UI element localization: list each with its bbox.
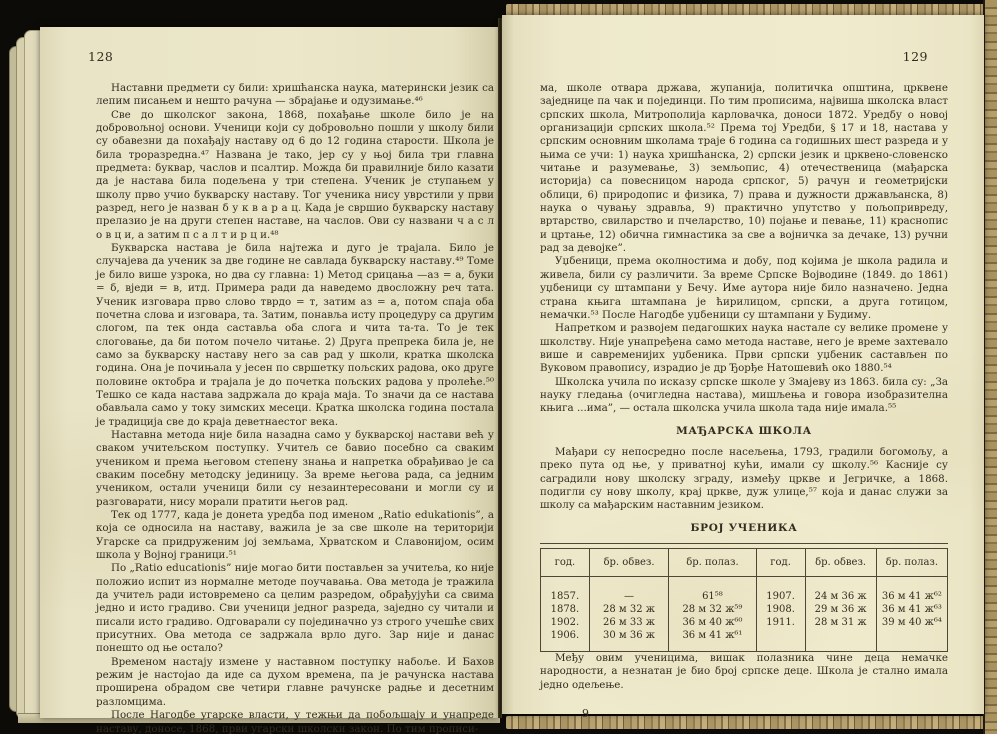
table-cell: —: [589, 577, 668, 604]
body-paragraph: Временом настају измене у наставном поступку набоље. И Бахов режим је настојао да иде са духом времена, па је рачунска настава проширена обрадом све четири главне рачунске радње и десетним разломцима.: [96, 655, 494, 708]
table-cell: 1906.: [550, 630, 580, 641]
body-paragraph: По „Ratio educationis” није могао бити постављен за учитеља, ко није положио испит из нормалне методе поучавања. Ова метода је тражила да учитељ ради истовремено са целим разредом, обрађујући са свима једно и исто градиво. Сви ученици једног разреда, заједно су читали и писали исто градиво. Одговарали су појединачно уз строго учешће свих присутних. Ова метода се задржала врло дуго. Зар није и данас понешто од ње остало?: [96, 562, 494, 655]
body-paragraph: После Нагодбе угарске власти, у тежњи да побољшају и унапреде наставу, доносе, 1868, први угарски школски закон. По тим прописи-: [96, 709, 494, 734]
table-cell: 28 м 31 ж: [805, 616, 876, 629]
table-cell: 1857.: [550, 591, 580, 602]
table-cell: 24 м 36 ж: [805, 577, 876, 604]
right-page: [502, 15, 984, 721]
table-cell: [876, 629, 947, 652]
table-cell: 36 м 41 ж⁶¹: [669, 629, 757, 652]
left-page-text: [96, 82, 494, 734]
table-cell: 26 м 33 ж: [589, 616, 668, 629]
closing-paragraph: Међу овим ученицима, вишак полазника чине деца немачке народности, а незнатан је био број српске деце. Школа је стално имала једно одељење.: [540, 652, 948, 691]
table-header-cell: год.: [756, 549, 805, 577]
cover-edge-right: [983, 0, 997, 734]
table-header-cell: бр. полаз.: [669, 549, 757, 577]
table-row: [541, 603, 948, 616]
table-cell: 1902.: [550, 617, 580, 628]
left-page: [40, 27, 499, 734]
signature-mark: 9: [582, 707, 589, 721]
body-paragraph: Мађари су непосредно после насељења, 1793, градили богомољу, а преко пута од ње, у приватној кући, имали су школу.⁵⁶ Касније су саградили нову школску зграду, између цркве и Јегричке, а 1868. подигли су нову школу, крај цркве, дуж улице,⁵⁷ која и данас служи за школу са мађарским наставним језиком.: [540, 445, 948, 512]
table-header-cell: год.: [541, 549, 590, 577]
body-paragraph: Тек од 1777, када је донета уредба под именом „Ratio edukationis”, а која се односила на наставу, важила је за све школе на територији Угарске са придруженим јој земљама, Хрватском и Славонијом, осим школа у Војној граници.⁵¹: [96, 509, 494, 562]
table-cell: 1908.: [756, 603, 805, 616]
table-cell: [756, 629, 805, 652]
table-cell: 28 м 32 ж⁵⁹: [669, 603, 757, 616]
page-number-left: 128: [88, 49, 114, 64]
table-cell: 30 м 36 ж: [589, 629, 668, 652]
table-cell: [805, 629, 876, 652]
students-table: [540, 548, 948, 652]
table-cell: 61⁵⁸: [669, 577, 757, 604]
page-number-right: 129: [902, 49, 928, 64]
table-header-cell: бр. обвез.: [805, 549, 876, 577]
body-paragraph: ма, школе отвара држава, жупанија, политичка општина, црквене заједнице па чак и појединци. По тим прописима, највиша школска власт српских школа, Митрополија карловачка, доноси 1872. Уредбу о новој организацији српских школа.⁵² Према тој Уредби, § 17 и 18, настава у српским основним школама траје 6 година са годишњих шест разреда и у њима се учи: 1) наука хришћанска, 2) српски језик и црквено-словенско читање и разумевање, 3) земљопис, 4) отечественица (мађарска историја) са повесницом народа српског, 5) рачун и геометријски облици, 6) природопис и физика, 7) права и дужности држављанска, 8) наука о чувању здравља, 9) практично упутство у пољопривреду, вртарство, свиларство и пчеларство, 10) појање и певање, 11) краснопис и цртање, 12) обична гимнастика за све а војничка за дечаке, 13) ручни рад за девојке”.: [540, 82, 948, 255]
section-heading-madjarska-skola: МАЂАРСКА ШКОЛА: [676, 424, 812, 437]
table-row: [541, 577, 948, 604]
table-top-rule: [540, 543, 948, 544]
body-paragraph: Све до школског закона, 1868, похађање школе било је на добровољној основи. Ученици који су добровољно пошли у школу били су обавезни да похађају наставу од 6 до 12 година старости. Школа је била троразредна.⁴⁷ Названа је тако, јер су у њој била три главна предмета: буквар, часлов и псалтир. Можда би правилније било казати да је настава била подељена у три степена. Ученик је ступањем у школу прво учио букварску наставу. Тог ученика нису уврстили у први разред, него је назван б у к в а р а ц. Када је свршио букварску наставу прелазио је на други степен наставе, на часлов. Ови су названи ч а с л о в ц и, а затим п с а л т и р ц и.⁴⁸: [96, 108, 494, 241]
body-paragraph: Наставна метода није била назадна само у букварској настави већ у сваком учитељском поступку. Учитељ се бавио посебно са сваким учеником и према његовом степену знања и напретка обрађивао је са сваким посебну методску јединицу. За време његова рада, са једним учеником, остали ученици били су незаинтересовани и могли су и разговарати, нису морали пратити његов рад.: [96, 428, 494, 508]
section-heading-broj-ucenika: БРОЈ УЧЕНИКА: [690, 521, 798, 534]
table-cell: 1907.: [756, 577, 805, 604]
table-cell: 1911.: [756, 616, 805, 629]
table-cell: 36 м 40 ж⁶⁰: [669, 616, 757, 629]
table-cell: 29 м 36 ж: [805, 603, 876, 616]
body-paragraph: Наставни предмети су били: хришћанска наука, матерински језик са лепим писањем и нешто рачуна — збрајање и одузимање.⁴⁶: [96, 82, 494, 108]
table-header-cell: бр. полаз.: [876, 549, 947, 577]
table-header-cell: бр. обвез.: [589, 549, 668, 577]
table-row: [541, 629, 948, 652]
right-page-text: [540, 82, 948, 720]
body-paragraph: Уџбеници, према околностима и добу, под којима је школа радила и живела, били су различити. За време Српске Војводине (1849. до 1861) уџбеници су штампани у Бечу. Име аутора није било назначено. Једна страна књига штампана је ћирилицом, српски, а друга готицом, немачки.⁵³ После Нагодбе уџбеници су штампани у Будиму.: [540, 255, 948, 321]
table-cell: 36 м 41 ж⁶³: [876, 603, 947, 616]
body-paragraph: Букварска настава је била најтежа и дуго је трајала. Било је случајева да ученик за две године не савлада букварску наставу.⁴⁹ Томе је било више узрока, но два су главна: 1) Метод срицања —аз = а, буки = б, вједи = в, итд. Примера ради да наведемо двосложну реч тата. Ученик изговара прво слово тврдо = т, затим аз = а, потом спаја оба почетна слова и изговара, та. Затим, понавља исту процедуру са другим слогом, па тек онда саставља оба слога и чита та-та. То је тек слоговање, да би потом почело читање. 2) Друга препрека била је, не само за букварску наставу него за сав рад у школи, кратка школска година. Она је почињала у јесен по свршетку пољских радова, око друге половине октобра и трајала је до почетка пољских радова у пролеће.⁵⁰ Тешко се када настава задржала до краја маја. То значи да се настава обављала само у току зимских месеци. Кратка школска година постала је традиција све до краја деветнаестог века.: [96, 242, 494, 428]
table-cell: 28 м 32 ж: [589, 603, 668, 616]
body-paragraph: Школска учила по исказу српске школе у Змајеву из 1863. била су: „За науку гледања (очигледна настава), мишљења и говора изобразителна књига ...има”, — остала школска учила школа тада није имала.⁵⁵: [540, 375, 948, 415]
table-row: [541, 616, 948, 629]
table-cell: 1878.: [550, 604, 580, 615]
table-cell: 36 м 41 ж⁶²: [876, 577, 947, 604]
body-paragraph: Напретком и развојем педагошких наука настале су велике промене у школству. Није унапређена само метода наставе, него је време захтевало више и савременијих уџбеника. Први српски уџбеник састављен по Вуковом правопису, израдио је др Ђорђе Натошевић око 1880.⁵⁴: [540, 322, 948, 375]
table-cell: 39 м 40 ж⁶⁴: [876, 616, 947, 629]
